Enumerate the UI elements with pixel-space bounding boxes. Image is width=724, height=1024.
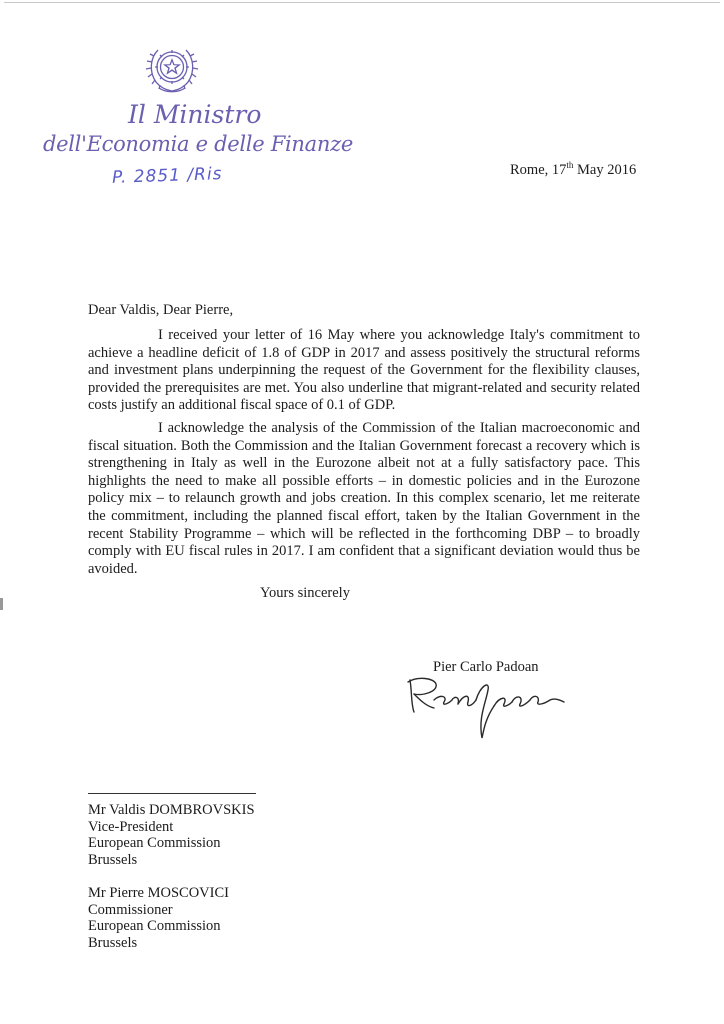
letterhead-ministry: dell'Economia e delle Finanze — [43, 132, 353, 156]
closing-line: Yours sincerely — [260, 585, 350, 601]
address-divider — [88, 793, 256, 794]
letter-date: Rome, 17th May 2016 — [510, 160, 637, 178]
recipient-title: Commissioner — [88, 901, 173, 918]
recipient-organization: European Commission — [88, 835, 221, 851]
recipient-title: Vice-President — [88, 818, 174, 835]
body-paragraph-1: I received your letter of 16 May where you acknowledge Italy's commitment to achieve a headline deficit of 1.8 of GDP in 2017 and assess positively the structural reforms and investment plans underpinning the request of the Government for the flexibility clauses, provided the prerequisites are met. You also underline that migrant-related and security related costs justify an additional fiscal space of 0.1 of GDP. — [88, 327, 640, 414]
letterhead-title: Il Ministro — [128, 100, 262, 129]
italian-emblem-icon — [144, 38, 200, 96]
recipient-name: Mr Pierre MOSCOVICI — [88, 885, 229, 901]
recipient-block-1 — [88, 802, 255, 868]
scan-mark — [0, 598, 3, 610]
page-top-edge — [4, 2, 720, 3]
handwritten-signature — [404, 672, 574, 742]
recipient-city: Brussels — [88, 934, 138, 951]
salutation: Dear Valdis, Dear Pierre, — [88, 302, 234, 318]
protocol-number-stamp: P. 2851 /Ris — [111, 164, 223, 188]
signer-name: Pier Carlo Padoan — [433, 659, 539, 675]
recipient-organization: European Commission — [88, 918, 221, 934]
recipient-city: Brussels — [88, 851, 138, 868]
recipient-name: Mr Valdis DOMBROVSKIS — [88, 802, 255, 818]
body-paragraph-2: I acknowledge the analysis of the Commission of the Italian macroeconomic and fiscal situation. Both the Commission and the Italian Government forecast a recovery which is strengthening in Italy as well in the Eurozone albeit not at a fully satisfactory pace. This highlights the need to make all possible efforts – in domestic policies and in the Eurozone policy mix – to relaunch growth and jobs creation. In this complex scenario, let me reiterate the commitment, including the planned fiscal effort, taken by the Italian Government in the recent Stability Programme – which will be reflected in the forthcoming DBP – to broadly comply with EU fiscal rules in 2017. I am confident that a significant deviation would thus be avoided. — [88, 420, 640, 577]
recipient-block-2 — [88, 885, 229, 951]
